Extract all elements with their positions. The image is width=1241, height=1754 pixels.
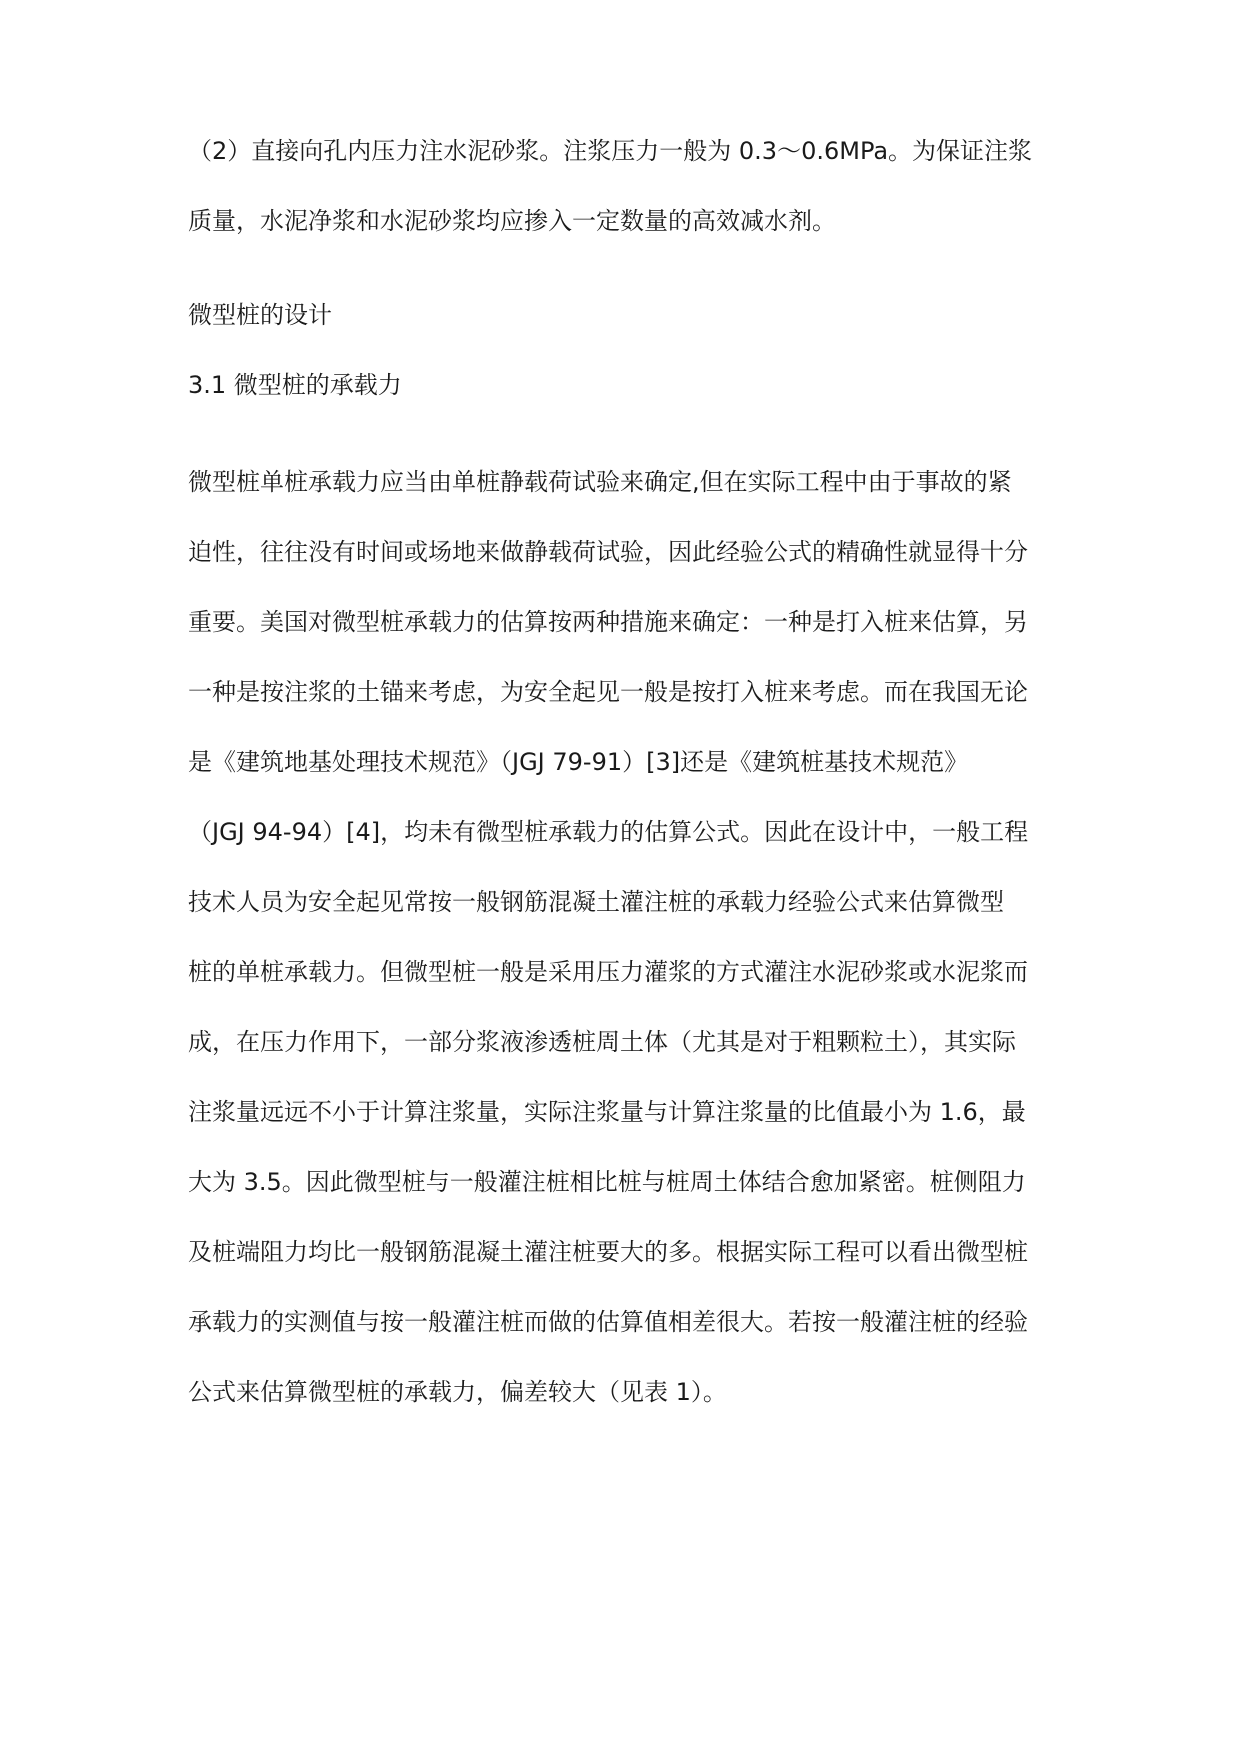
body-line-5: 是《建筑地基处理技术规范》（JGJ 79-91）[3]还是《建筑桩基技术规范》: [188, 748, 969, 776]
section-heading: 微型桩的设计: [188, 301, 332, 329]
body-line-11: 大为 3.5。因此微型桩与一般灌注桩相比桩与桩周土体结合愈加紧密。桩侧阻力: [188, 1168, 1026, 1196]
body-line-2: 迫性，往往没有时间或场地来做静载荷试验，因此经验公式的精确性就显得十分: [188, 538, 1028, 566]
body-line-12: 及桩端阻力均比一般钢筋混凝土灌注桩要大的多。根据实际工程可以看出微型桩: [188, 1238, 1028, 1266]
body-line-13: 承载力的实测值与按一般灌注桩而做的估算值相差很大。若按一般灌注桩的经验: [188, 1308, 1028, 1336]
body-line-7: 技术人员为安全起见常按一般钢筋混凝土灌注桩的承载力经验公式来估算微型: [188, 888, 1004, 916]
body-line-10: 注浆量远远不小于计算注浆量，实际注浆量与计算注浆量的比值最小为 1.6，最: [188, 1098, 1026, 1126]
body-line-4: 一种是按注浆的土锚来考虑，为安全起见一般是按打入桩来考虑。而在我国无论: [188, 678, 1028, 706]
subsection-heading: 3.1 微型桩的承载力: [188, 371, 402, 399]
intro-line-1: （2）直接向孔内压力注水泥砂浆。注浆压力一般为 0.3～0.6MPa。为保证注浆: [188, 137, 1033, 165]
body-line-9: 成，在压力作用下，一部分浆液渗透桩周土体（尤其是对于粗颗粒土），其实际: [188, 1028, 1016, 1056]
body-line-1: 微型桩单桩承载力应当由单桩静载荷试验来确定,但在实际工程中由于事故的紧: [188, 468, 1012, 496]
body-line-8: 桩的单桩承载力。但微型桩一般是采用压力灌浆的方式灌注水泥砂浆或水泥浆而: [188, 958, 1028, 986]
body-line-14: 公式来估算微型桩的承载力，偏差较大（见表 1）。: [188, 1378, 727, 1406]
intro-line-2: 质量，水泥净浆和水泥砂浆均应掺入一定数量的高效减水剂。: [188, 207, 836, 235]
body-line-3: 重要。美国对微型桩承载力的估算按两种措施来确定：一种是打入桩来估算，另: [188, 608, 1028, 636]
body-line-6: （JGJ 94-94）[4]，均未有微型桩承载力的估算公式。因此在设计中，一般工程: [188, 818, 1029, 846]
